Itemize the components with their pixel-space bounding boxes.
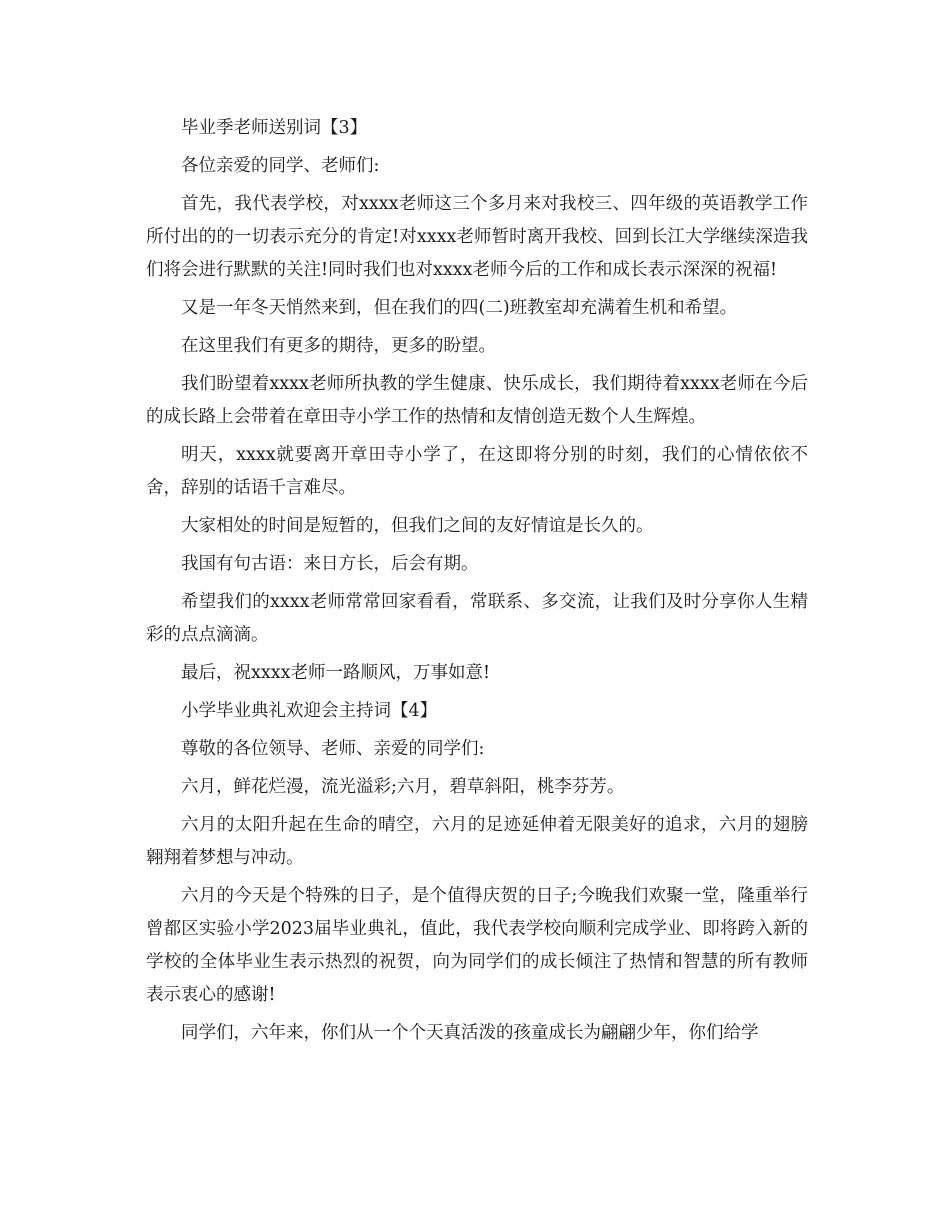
- section-heading-4: 小学毕业典礼欢迎会主持词【4】: [181, 701, 438, 721]
- paragraph: 同学们，六年来，你们从一个个天真活泼的孩童成长为翩翩少年，你们给学: [181, 1023, 759, 1043]
- paragraph: 希望我们的xxxx老师常常回家看看，常联系、多交流，让我们及时分享你人生精彩的点点滴滴。: [146, 592, 808, 645]
- paragraph: 在这里我们有更多的期待，更多的盼望。: [181, 336, 496, 356]
- salutation: 各位亲爱的同学、老师们:: [181, 156, 380, 176]
- paragraph: 我们盼望着xxxx老师所执教的学生健康、快乐成长，我们期待着xxxx老师在今后的成长路上会带着在章田寺小学工作的热情和友情创造无数个人生辉煌。: [146, 374, 808, 427]
- paragraph: 明天，xxxx就要离开章田寺小学了，在这即将分别的时刻，我们的心情依依不舍，辞别的话语千言难尽。: [146, 445, 808, 498]
- paragraph: 大家相处的时间是短暂的，但我们之间的友好情谊是长久的。: [181, 516, 654, 536]
- paragraph: 首先，我代表学校，对xxxx老师这三个多月来对我校三、四年级的英语教学工作所付出的的一切表示充分的肯定!对xxxx老师暂时离开我校、回到长江大学继续深造我们将会进行默默的关注!同时我们也对xxxx老师今后的工作和成长表示深深的祝福!: [146, 194, 808, 280]
- salutation: 尊敬的各位领导、老师、亲爱的同学们:: [181, 739, 485, 759]
- document-body: [146, 112, 808, 1055]
- section-heading-3: 毕业季老师送别词【3】: [181, 118, 368, 138]
- paragraph: 我国有句古语：来日方长，后会有期。: [181, 554, 479, 574]
- paragraph: 六月，鲜花烂漫，流光溢彩;六月，碧草斜阳，桃李芬芳。: [181, 777, 625, 797]
- paragraph: 最后，祝xxxx老师一路顺风，万事如意!: [181, 663, 491, 683]
- paragraph: 六月的今天是个特殊的日子，是个值得庆贺的日子;今晚我们欢聚一堂，隆重举行曾都区实验小学2023届毕业典礼，值此，我代表学校向顺利完成学业、即将跨入新的学校的全体毕业生表示热烈的祝贺，向为同学们的成长倾注了热情和智慧的所有教师表示衷心的感谢!: [146, 886, 808, 1005]
- paragraph: 六月的太阳升起在生命的晴空，六月的足迹延伸着无限美好的追求，六月的翅膀翱翔着梦想与冲动。: [146, 815, 808, 868]
- paragraph: 又是一年冬天悄然来到，但在我们的四(二)班教室却充满着生机和希望。: [181, 298, 738, 318]
